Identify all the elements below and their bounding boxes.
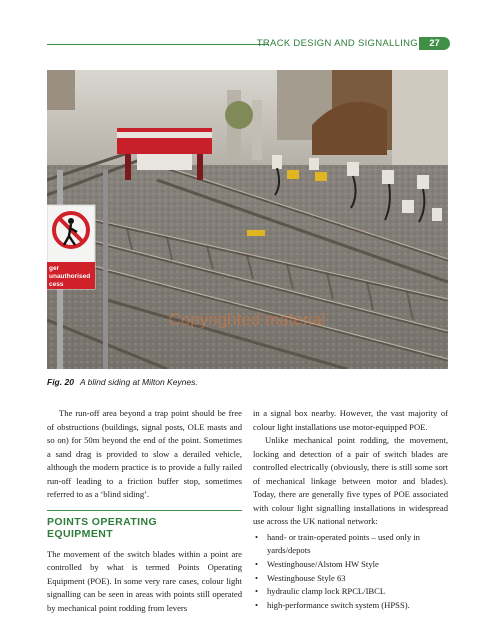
header-rule xyxy=(47,44,269,45)
list-item: • hydraulic clamp lock RPCL/IBCL xyxy=(253,585,448,599)
right-column xyxy=(253,407,448,612)
figure-photo xyxy=(47,70,448,369)
running-header xyxy=(0,37,492,53)
running-title: TRACK DESIGN AND SIGNALLING xyxy=(256,38,418,49)
figure-label: Fig. 20 xyxy=(47,377,74,387)
list-item: • Westinghouse/Alstom HW Style xyxy=(253,558,448,572)
section-heading-line-2: EQUIPMENT xyxy=(47,527,114,540)
paragraph-run-off-area: The run-off area beyond a trap point should be free of obstructions (buildings, signal posts, OLE masts and so on) for 50m beyond the end of the point. Sometimes a sand drag is provided to slow a derailed vehicle, although the modern practice is to provide a fully railed run-off leading to a friction buffer stop, sometimes referred to as a ‘blind siding’. xyxy=(47,408,242,500)
paragraph-electrical-poe: Unlike mechanical point rodding, the movement, locking and detection of a pair of switch blades are controlled electrically (obviously, there is still some sort of mechanical linkage between motor and blades). Today, there are generally five types of POE associated with colour light signalling installations in widespread use across the UK national network: xyxy=(253,435,448,527)
list-item: • hand- or train-operated points – used only in yards/depots xyxy=(253,531,448,558)
page-number: 27 xyxy=(419,37,450,50)
list-item: • Westinghouse Style 63 xyxy=(253,572,448,586)
section-heading xyxy=(47,510,242,540)
figure-caption xyxy=(47,377,448,387)
paragraph-poe-intro: The movement of the switch blades within a point are controlled by what is termed Points Operating Equipment (POE). In some very rare cases, colour light signalling can be seen in areas with points still operated by mechanical point rodding from levers xyxy=(47,548,242,614)
poe-types-list xyxy=(253,531,448,612)
railway-siding-illustration xyxy=(47,70,448,369)
paragraph-continuation: in a signal box nearby. However, the vast majority of colour light installations use motor-equipped POE. xyxy=(253,408,448,432)
list-item: • high-performance switch system (HPSS). xyxy=(253,599,448,613)
figure-caption-text: A blind siding at Milton Keynes. xyxy=(79,377,198,387)
section-heading-line-1: POINTS OPERATING xyxy=(47,515,158,528)
sign-text-line-2: unauthorised xyxy=(49,273,91,280)
sign-text-line-3: cess xyxy=(49,281,64,288)
watermark: Copyrighted material xyxy=(168,310,326,329)
left-column xyxy=(47,407,242,616)
sign-text-line-1: ger xyxy=(49,265,60,272)
